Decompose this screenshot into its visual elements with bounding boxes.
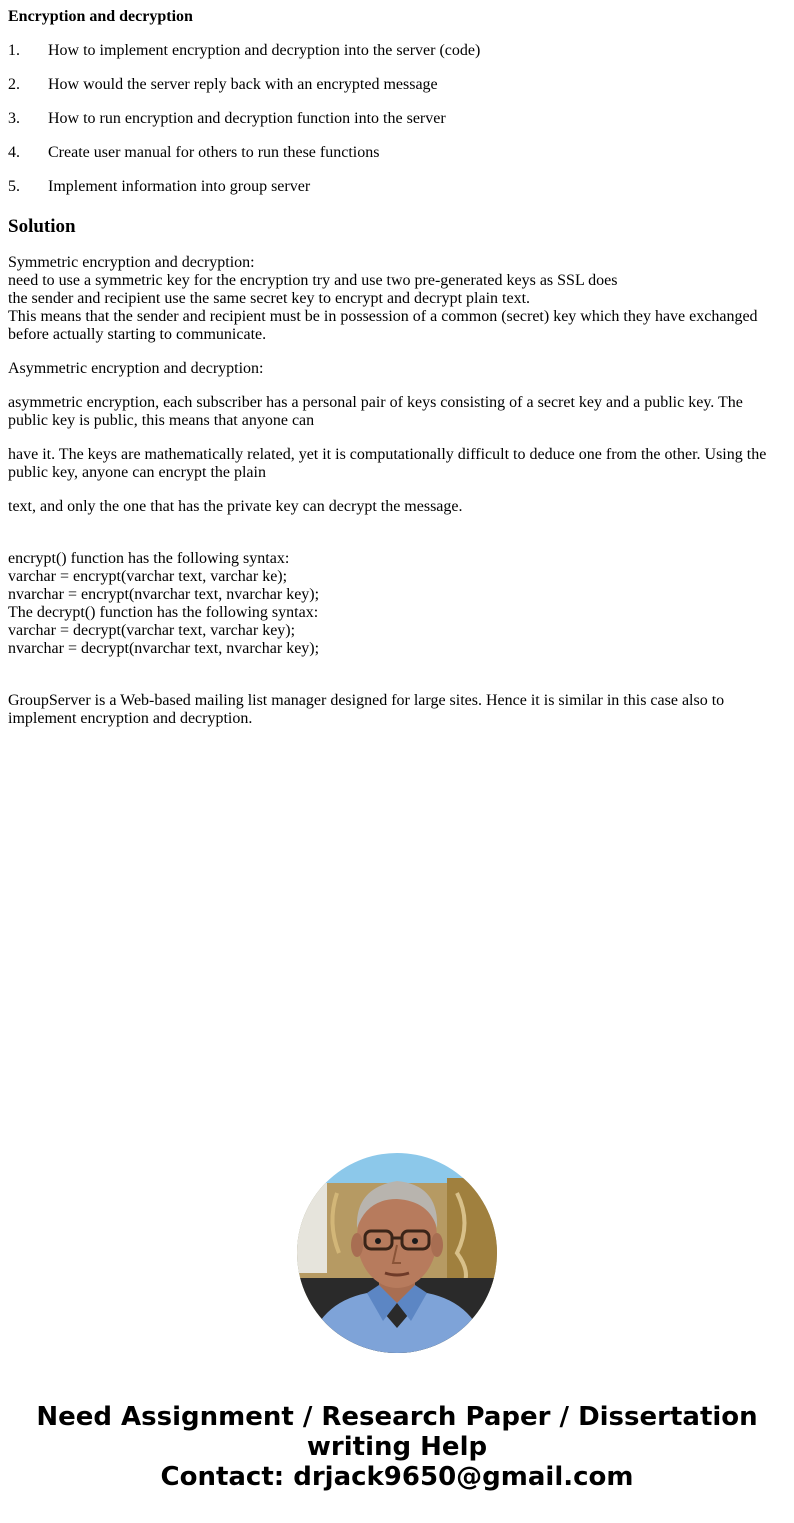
symmetric-text: need to use a symmetric key for the encryption try and use two pre-generated keys as SSL does [8,272,618,289]
symmetric-heading: Symmetric encryption and decryption: [8,254,255,271]
promo-line: writing Help [306,1432,488,1462]
asymmetric-paragraph: have it. The keys are mathematically related, yet it is computationally difficult to deduce one from the other. Using the public key, anyone can encrypt the plain [8,446,767,481]
promo-banner [0,1402,794,1492]
symmetric-section [8,254,786,344]
question-number: 5. [8,178,20,195]
question-item [8,42,786,60]
question-item [8,144,786,162]
question-text: How to run encryption and decryption function into the server [48,110,446,127]
question-number: 1. [8,42,20,59]
question-item [8,110,786,128]
syntax-line: varchar = encrypt(varchar text, varchar ke); [8,568,288,585]
groupserver-paragraph: GroupServer is a Web-based mailing list manager designed for large sites. Hence it is similar in this case also to implement encryption and decryption. [8,692,725,727]
question-item [8,76,786,94]
asymmetric-paragraph: text, and only the one that has the private key can decrypt the message. [8,498,463,515]
question-text: How would the server reply back with an encrypted message [48,76,438,93]
question-item [8,178,786,196]
asymmetric-heading: Asymmetric encryption and decryption: [8,360,264,377]
syntax-line: varchar = decrypt(varchar text, varchar key); [8,622,296,639]
question-number: 3. [8,110,20,127]
author-avatar [297,1153,497,1353]
promo-contact: Contact: drjack9650@gmail.com [160,1462,634,1492]
question-text: How to implement encryption and decryption into the server (code) [48,42,481,59]
syntax-line: nvarchar = encrypt(nvarchar text, nvarchar key); [8,586,320,603]
document-body [8,8,786,744]
asymmetric-paragraph: asymmetric encryption, each subscriber has a personal pair of keys consisting of a secret key and a public key. The public key is public, this means that anyone can [8,394,743,429]
syntax-line: nvarchar = decrypt(nvarchar text, nvarchar key); [8,640,320,657]
question-text: Create user manual for others to run these functions [48,144,380,161]
symmetric-text: This means that the sender and recipient must be in possession of a common (secret) key which they have exchanged before actually starting to communicate. [8,308,758,343]
symmetric-text: the sender and recipient use the same secret key to encrypt and decrypt plain text. [8,290,531,307]
author-photo [297,1153,497,1353]
question-title: Encryption and decryption [8,8,193,25]
solution-heading: Solution [8,216,76,237]
spacer [8,532,786,550]
syntax-section [8,550,786,658]
syntax-line: The decrypt() function has the following syntax: [8,604,319,621]
question-number: 4. [8,144,20,161]
syntax-line: encrypt() function has the following syntax: [8,550,290,567]
spacer [8,674,786,692]
promo-line: Need Assignment / Research Paper / Dissertation [36,1402,758,1432]
question-text: Implement information into group server [48,178,311,195]
question-number: 2. [8,76,20,93]
